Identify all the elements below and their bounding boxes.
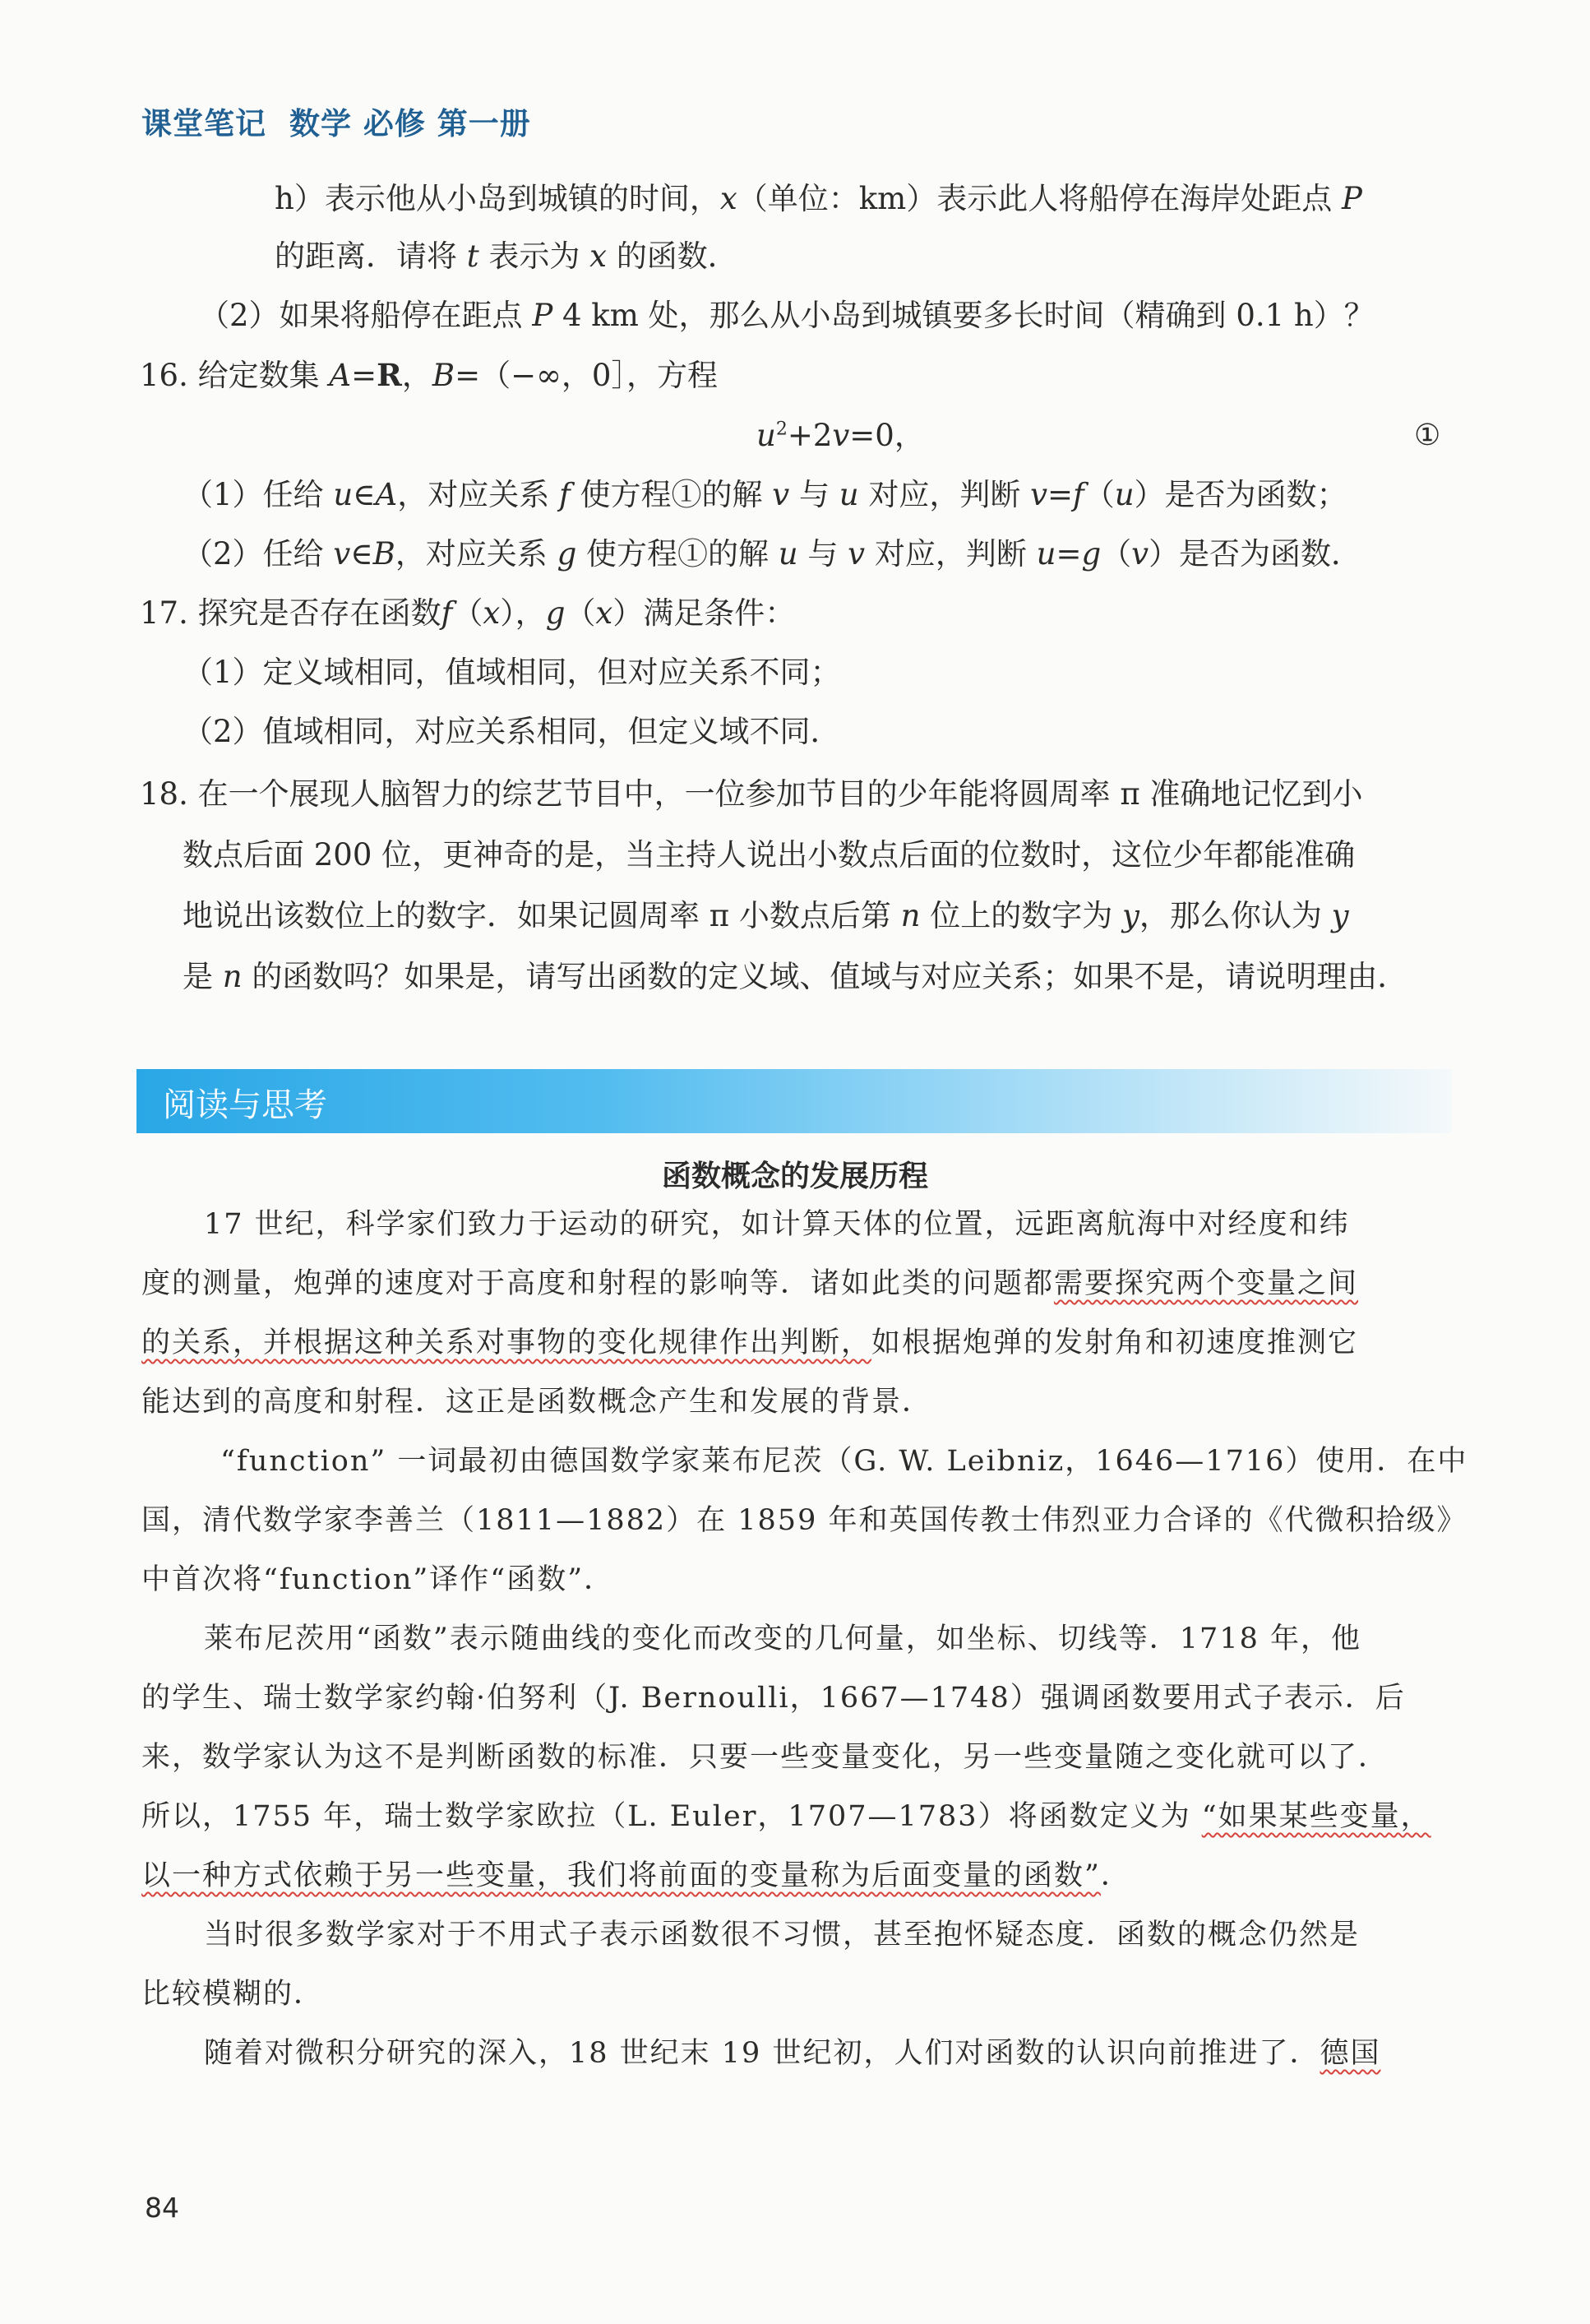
highlight-3: “如果某些变量， [1201, 1800, 1431, 1833]
reading-section-banner [136, 1069, 1452, 1133]
q18-line-3: 地说出该数位上的数字．如果记圆周率 π 小数点后第 n 位上的数字为 y，那么你认为 y [183, 898, 1349, 933]
running-header [141, 99, 554, 143]
p3-line-2: 的学生、瑞士数学家约翰·伯努利（J. Bernoulli，1667—1748）强调函数要用式子表示．后 [141, 1682, 1406, 1715]
page-number: 84 [145, 2192, 179, 2224]
p2-line-3: 中首次将“function”译作“函数”． [141, 1563, 615, 1596]
q15-line-1: h）表示他从小岛到城镇的时间，x（单位：km）表示此人将船停在海岸处距点 P [275, 181, 1362, 216]
q18-line-2: 数点后面 200 位，更神奇的是，当主持人说出小数点后面的位数时，这位少年都能准确 [183, 837, 1356, 873]
p1-line-1: 17 世纪，科学家们致力于运动的研究，如计算天体的位置，远距离航海中对经度和纬 [204, 1208, 1350, 1241]
q17-stem: 17. 探究是否存在函数f（x），g（x）满足条件： [140, 595, 796, 631]
q15-part-2: （2）如果将船停在距点 P 4 km 处，那么从小岛到城镇要多长时间（精确到 0.1 h）？ [199, 298, 1375, 333]
p3-line-4: 所以，1755 年，瑞士数学家欧拉（L. Euler，1707—1783）将函数定义为 “如果某些变量， [141, 1800, 1431, 1833]
p5-line-1: 随着对微积分研究的深入，18 世纪末 19 世纪初，人们对函数的认识向前推进了．德国 [204, 2037, 1381, 2070]
highlight-5: 德国 [1320, 2037, 1381, 2070]
highlight-4: 以一种方式依赖于另一些变量，我们将前面的变量称为后面变量的函数” [141, 1859, 1101, 1892]
highlight-2: 的关系，并根据这种关系对事物的变化规律作出判断， [141, 1326, 872, 1359]
q18-line-4: 是 n 的函数吗？如果是，请写出函数的定义域、值域与对应关系；如果不是，请说明理由． [183, 959, 1408, 994]
q18-line-1: 18. 在一个展现人脑智力的综艺节目中，一位参加节目的少年能将圆周率 π 准确地记忆到小 [140, 776, 1363, 812]
q16-equation: $u^2+2v=0$， [756, 418, 925, 453]
equation-label: ① [1414, 419, 1441, 452]
p4-line-1: 当时很多数学家对于不用式子表示函数很不习惯，甚至抱怀疑态度．函数的概念仍然是 [204, 1919, 1361, 1951]
q16-part-1: （1）任给 u∈A，对应关系 f 使方程①的解 v 与 u 对应，判断 v=f（u）是否为函数； [183, 477, 1347, 512]
q15-line-2: 的距离．请将 t 表示为 x 的函数． [275, 238, 738, 274]
p1-line-3: 的关系，并根据这种关系对事物的变化规律作出判断，如根据炮弹的发射角和初速度推测它 [141, 1326, 1359, 1359]
p1-line-2: 度的测量，炮弹的速度对于高度和射程的影响等．诸如此类的问题都需要探究两个变量之间 [141, 1267, 1359, 1300]
q16-part-2: （2）任给 v∈B，对应关系 g 使方程①的解 u 与 v 对应，判断 u=g（v）是否为函数． [183, 536, 1362, 572]
header-book: 课堂笔记 [141, 106, 266, 141]
banner-title: 阅读与思考 [163, 1086, 327, 1124]
p1-line-4: 能达到的高度和射程．这正是函数概念产生和发展的背景． [141, 1386, 933, 1419]
p3-line-5: 以一种方式依赖于另一些变量，我们将前面的变量称为后面变量的函数”． [141, 1859, 1131, 1892]
q17-part-2: （2）值域相同，对应关系相同，但定义域不同． [183, 714, 841, 749]
p3-line-3: 来，数学家认为这不是判断函数的标准．只要一些变量变化，另一些变量随之变化就可以了． [141, 1741, 1389, 1774]
p2-line-1: “function” 一词最初由德国数学家莱布尼茨（G. W. Leibniz，1646—1716）使用．在中 [220, 1445, 1468, 1478]
p3-line-1: 莱布尼茨用“函数”表示随曲线的变化而改变的几何量，如坐标、切线等．1718 年，他 [204, 1623, 1361, 1655]
q17-part-1: （1）定义域相同，值域相同，但对应关系不同； [183, 655, 841, 690]
highlight-1: 需要探究两个变量之间 [1054, 1267, 1359, 1300]
article-title: 函数概念的发展历程 [661, 1160, 928, 1193]
q16-stem: 16. 给定数集 A=R，B=（−∞，0］，方程 [140, 357, 718, 393]
p4-line-2: 比较模糊的． [141, 1978, 325, 2011]
p2-line-2: 国，清代数学家李善兰（1811—1882）在 1859 年和英国传教士伟烈亚力合译的《代微积拾级》 [141, 1504, 1468, 1537]
header-subject: 数学 必修 第一册 [289, 106, 531, 141]
